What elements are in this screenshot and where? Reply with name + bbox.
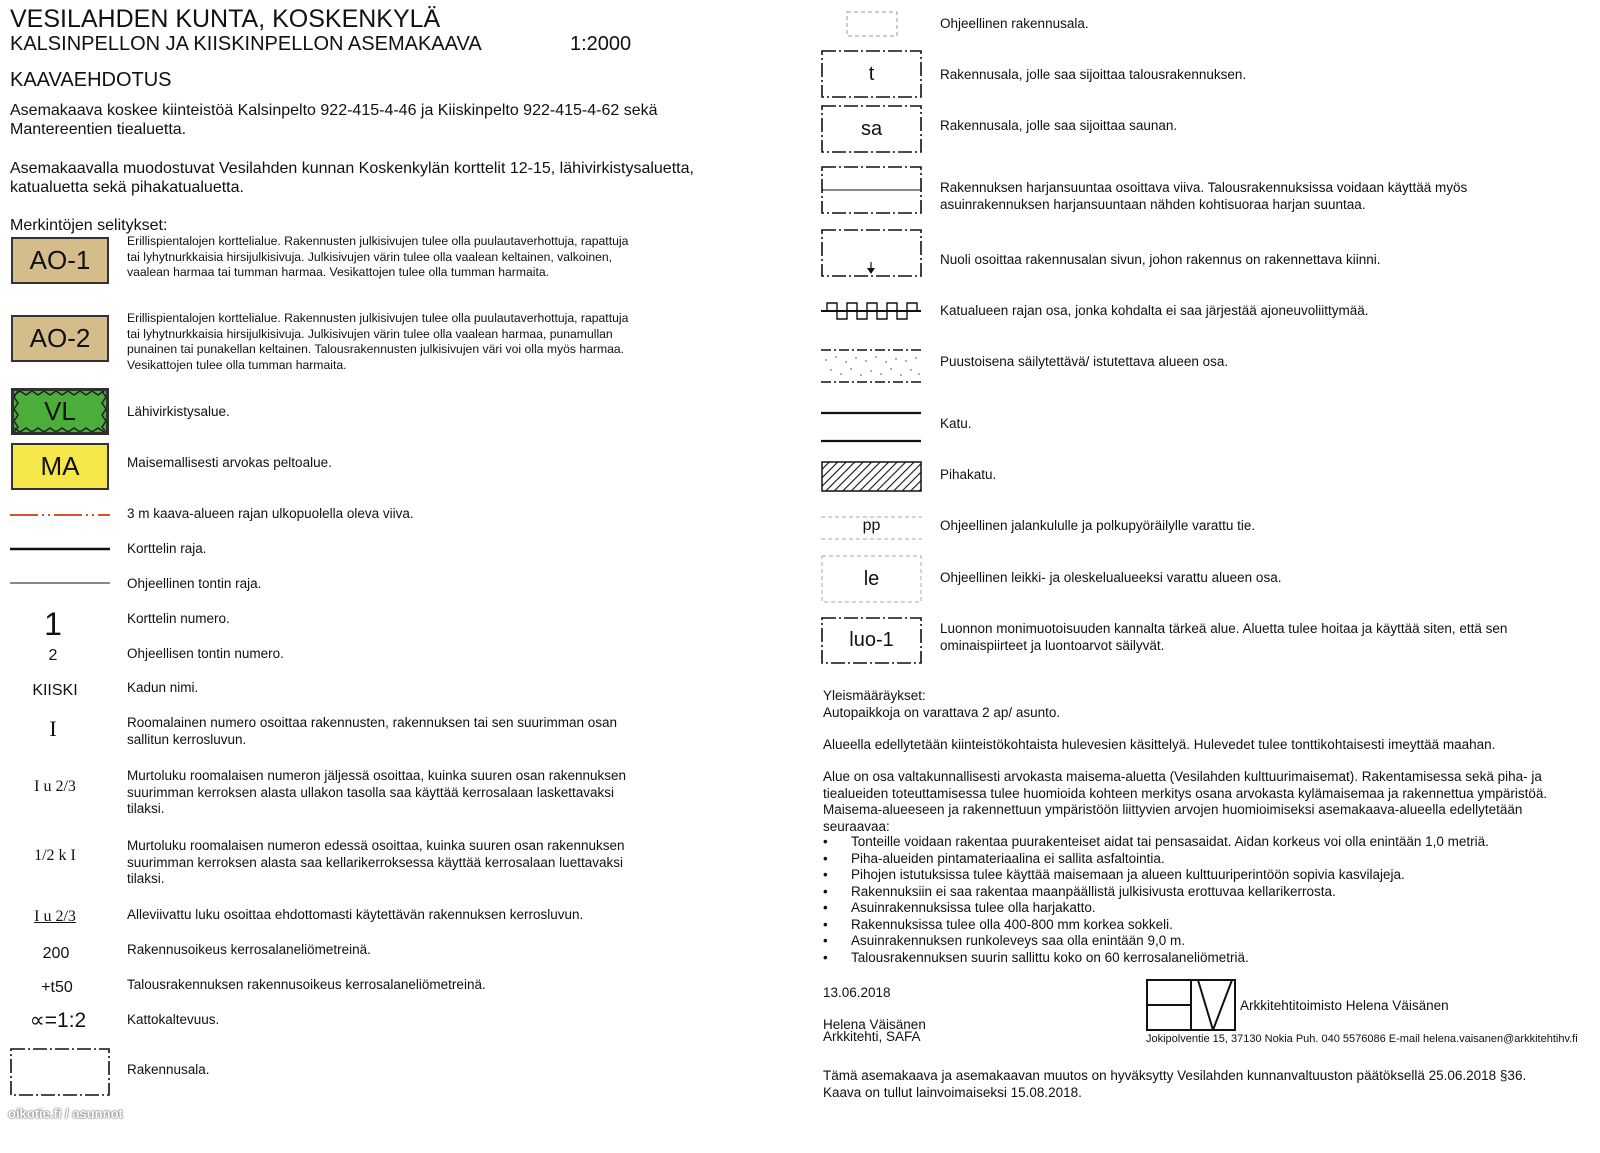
legal-force-statement: Kaava on tullut lainvoimaiseksi 15.08.2018.: [823, 1085, 1082, 1100]
list-item: • Piha-alueiden pintamateriaalina ei sallita asfaltointia.: [823, 851, 1558, 868]
page-title: VESILAHDEN KUNTA, KOSKENKYLÄ: [10, 5, 441, 33]
basement-fraction-symbol: 1/2 k I: [34, 847, 76, 864]
outbuilding-area-code: t: [868, 62, 875, 85]
street-description: Katu.: [940, 416, 972, 431]
outbuilding-area-symbol: +t50: [41, 979, 73, 996]
ao1-description: Erillispientalojen korttelialue. Rakennusten julkisivujen tulee olla puulautaverhottuja, rapattuja tai lyhytnurkkaisia hirsijulkisivuja. Julkisivujen värin tulee olla vaalean keltainen, valkoinen, vaalean harmaa tai tumman harmaa. Vesikattojen tulee olla tumman harmaita.: [127, 234, 629, 279]
ao1-symbol: AO-1: [11, 237, 109, 284]
parking-regulation: Autopaikkoja on varattava 2 ap/ asunto.: [823, 705, 1061, 720]
landscape-regulation: Alue on osa valtakunnallisesti arvokasta maisema-aluetta (Vesilahden kulttuurimaisemat). Rakentamisessa sekä piha- ja tiealueiden toteuttamisessa tulee huomioida kohteen merkitys osana arvokasta kylämaisemaa ja rakennettua ympäristöä. Maisema-alueeseen ja rakennettuun ympäristöön liittyvien arvojen huomioimiseksi asemakaava-alueella edellytetään seuraavaa:: [823, 769, 1548, 834]
no-access-symbol: [821, 300, 921, 322]
legend-heading: Merkintöjen selitykset:: [10, 217, 168, 234]
basement-fraction-description: Murtoluku roomalaisen numeron edessä osoittaa, kuinka suuren osan rakennuksen suurimman kerroksen alasta saa kellarikerroksessa käyttää kerrosalaan luettavaksi tilaksi.: [127, 838, 625, 886]
block-boundary-description: Korttelin raja.: [127, 541, 207, 556]
stormwater-regulation: Alueella edellytetään kiinteistökohtaista hulevesien käsittelyä. Hulevedet tulee tonttikohtaisesti imeyttää maahan.: [823, 737, 1496, 752]
ma-symbol: MA: [11, 443, 109, 490]
approval-statement: Tämä asemakaava ja asemakaavan muutos on hyväksytty Vesilahden kunnanvaltuuston päätöksellä 25.06.2018 §36.: [823, 1068, 1527, 1083]
pedestrian-path-description: Ohjeellinen jalankululle ja polkupyöräilylle varattu tie.: [940, 518, 1256, 533]
company-contact: Jokipolventie 15, 37130 Nokia Puh. 040 5576086 E-mail helena.vaisanen@arkkitehtihv.fi: [1146, 1033, 1578, 1045]
building-area-description: Rakennusala.: [127, 1062, 210, 1077]
intro-paragraph-2: Asemakaavalla muodostuvat Vesilahden kunnan Koskenkylän korttelit 12-15, lähivirkistysaluetta, katualuetta sekä pihakatualuetta.: [10, 160, 694, 196]
sauna-area-code: sa: [860, 117, 883, 140]
plan-scale: 1:2000: [570, 33, 632, 55]
block-number-symbol: 1: [44, 605, 62, 642]
sauna-area-description: Rakennusala, jolle saa sijoittaa saunan.: [940, 118, 1178, 133]
list-item: • Asuinrakennuksen runkoleveys saa olla enintään 9,0 m.: [823, 933, 1558, 950]
architect-name: Helena Väisänen: [823, 1017, 926, 1032]
street-name-symbol: KIISKI: [32, 682, 78, 699]
general-regulations-heading: Yleismääräykset:: [823, 688, 926, 703]
watermark: oikotie.fi / asunnot: [8, 1106, 123, 1121]
roof-slope-symbol: ∝=1:2: [29, 1008, 87, 1032]
mandatory-floors-description: Alleviivattu luku osoittaa ehdottomasti käytettävän rakennuksen kerrosluvun.: [127, 907, 584, 922]
floor-area-symbol: 200: [42, 945, 70, 962]
attic-fraction-symbol: I u 2/3: [34, 778, 76, 795]
pedestrian-path-code: pp: [862, 517, 881, 534]
yard-street-description: Pihakatu.: [940, 467, 997, 482]
roof-slope-description: Kattokaltevuus.: [127, 1012, 220, 1027]
list-item: • Pihojen istutuksissa tulee käyttää maisemaan ja alueen kulttuuriperintöön sopivia kasvilajeja.: [823, 867, 1558, 884]
company-logo: [1146, 979, 1236, 1031]
list-item: • Rakennuksissa tulee olla 400-800 mm korkea sokkeli.: [823, 917, 1558, 934]
nature-area-description: Luonnon monimuotoisuuden kannalta tärkeä alue. Aluetta tulee hoitaa ja käyttää siten, että sen ominaispiirteet ja luontoarvot säilyvät.: [940, 621, 1508, 653]
landscape-requirements-list: [823, 834, 1558, 966]
plan-name: KALSINPELLON JA KIISKINPELLON ASEMAKAAVA: [10, 33, 482, 55]
attic-fraction-description: Murtoluku roomalaisen numeron jäljessä osoittaa, kuinka suuren osan rakennuksen suurimman kerroksen alasta ullakon tasolla saa käyttää kerrosalaan laskettavaksi tilaksi.: [127, 768, 627, 816]
nature-area-code: luo-1: [849, 629, 894, 651]
intro-paragraph-1: Asemakaava koskee kiinteistöä Kalsinpelto 922-415-4-46 ja Kiiskinpelto 922-415-4-62 sekä Mantereentien tiealuetta.: [10, 102, 658, 138]
plot-number-symbol: 2: [48, 647, 58, 664]
street-symbol: [821, 410, 921, 444]
list-item: • Asuinrakennuksissa tulee olla harjakatto.: [823, 900, 1558, 917]
plan-date: 13.06.2018: [823, 985, 891, 1000]
outbuilding-area-description: Talousrakennuksen rakennusoikeus kerrosalaneliömetreinä.: [127, 977, 486, 992]
outside-boundary-line-symbol: [10, 510, 110, 520]
no-access-description: Katualueen rajan osa, jonka kohdalta ei saa järjestää ajoneuvoliittymää.: [940, 303, 1369, 318]
outbuilding-area-box-description: Rakennusala, jolle saa sijoittaa talousrakennuksen.: [940, 67, 1247, 82]
indicative-building-area-symbol: [846, 11, 898, 37]
vl-symbol: [11, 388, 109, 435]
street-name-description: Kadun nimi.: [127, 680, 199, 695]
plan-stage: KAAVAEHDOTUS: [10, 69, 172, 91]
tree-area-description: Puustoisena säilytettävä/ istutettava alueen osa.: [940, 354, 1229, 369]
ridge-direction-description: Rakennuksen harjansuuntaa osoittava viiva. Talousrakennuksissa voidaan käyttää myös asuinrakennuksen harjansuuntaan nähden kohtisuoraa harjan suuntaa.: [940, 180, 1468, 212]
company-name: Arkkitehtitoimisto Helena Väisänen: [1240, 998, 1449, 1013]
ao2-description: Erillispientalojen korttelialue. Rakennusten julkisivujen tulee olla puulautaverhottuja, rapattuja tai lyhytnurkkaisia hirsijulkisivuja. Julkisivujen värin tulee olla vaalean harmaa, punamullan punainen tai punakellan keltainen. Talousrakennusten julkisivujen väri voi olla myös harmaa. Vesikattojen tulee olla tumman harmaita.: [127, 311, 629, 372]
indicative-building-area-description: Ohjeellinen rakennusala.: [940, 16, 1089, 31]
floor-area-description: Rakennusoikeus kerrosalaneliömetreinä.: [127, 942, 371, 957]
mandatory-floors-symbol: I u 2/3: [34, 908, 76, 925]
vl-code: VL: [44, 396, 76, 426]
yard-street-symbol: [821, 461, 922, 492]
vl-description: Lähivirkistysalue.: [127, 404, 230, 419]
ao2-symbol: AO-2: [11, 315, 109, 362]
list-item: • Tonteille voidaan rakentaa puurakenteiset aidat tai pensasaidat. Aidan korkeus voi olla enintään 1,0 metriä.: [823, 834, 1558, 851]
architect-title: Arkkitehti, SAFA: [823, 1029, 921, 1044]
list-item: • Rakennuksiin ei saa rakentaa maanpäällistä julkisivusta erottuvaa kellarikerrosta.: [823, 884, 1558, 901]
roman-numeral-description: Roomalainen numero osoittaa rakennusten, rakennuksen tai sen suurimman osan sallitun kerrosluvun.: [127, 715, 618, 747]
outside-boundary-line-description: 3 m kaava-alueen rajan ulkopuolella oleva viiva.: [127, 506, 414, 521]
ridge-direction-symbol: [821, 166, 922, 214]
tree-area-symbol: [821, 348, 921, 384]
play-area-code: le: [863, 567, 880, 590]
roman-numeral-symbol: I: [49, 716, 57, 741]
plot-boundary-symbol: [10, 580, 110, 586]
block-boundary-symbol: [10, 545, 110, 553]
attach-arrow-symbol: [821, 229, 922, 277]
block-number-description: Korttelin numero.: [127, 611, 230, 626]
play-area-description: Ohjeellinen leikki- ja oleskelualueeksi varattu alueen osa.: [940, 570, 1282, 585]
attach-arrow-description: Nuoli osoittaa rakennusalan sivun, johon rakennus on rakennettava kiinni.: [940, 252, 1381, 267]
list-item: • Talousrakennuksen suurin sallittu koko on 60 kerrosalaneliömetriä.: [823, 950, 1558, 967]
building-area-symbol: [10, 1048, 110, 1096]
ma-description: Maisemallisesti arvokas peltoalue.: [127, 455, 332, 470]
plot-number-description: Ohjeellisen tontin numero.: [127, 646, 284, 661]
plot-boundary-description: Ohjeellinen tontin raja.: [127, 576, 262, 591]
